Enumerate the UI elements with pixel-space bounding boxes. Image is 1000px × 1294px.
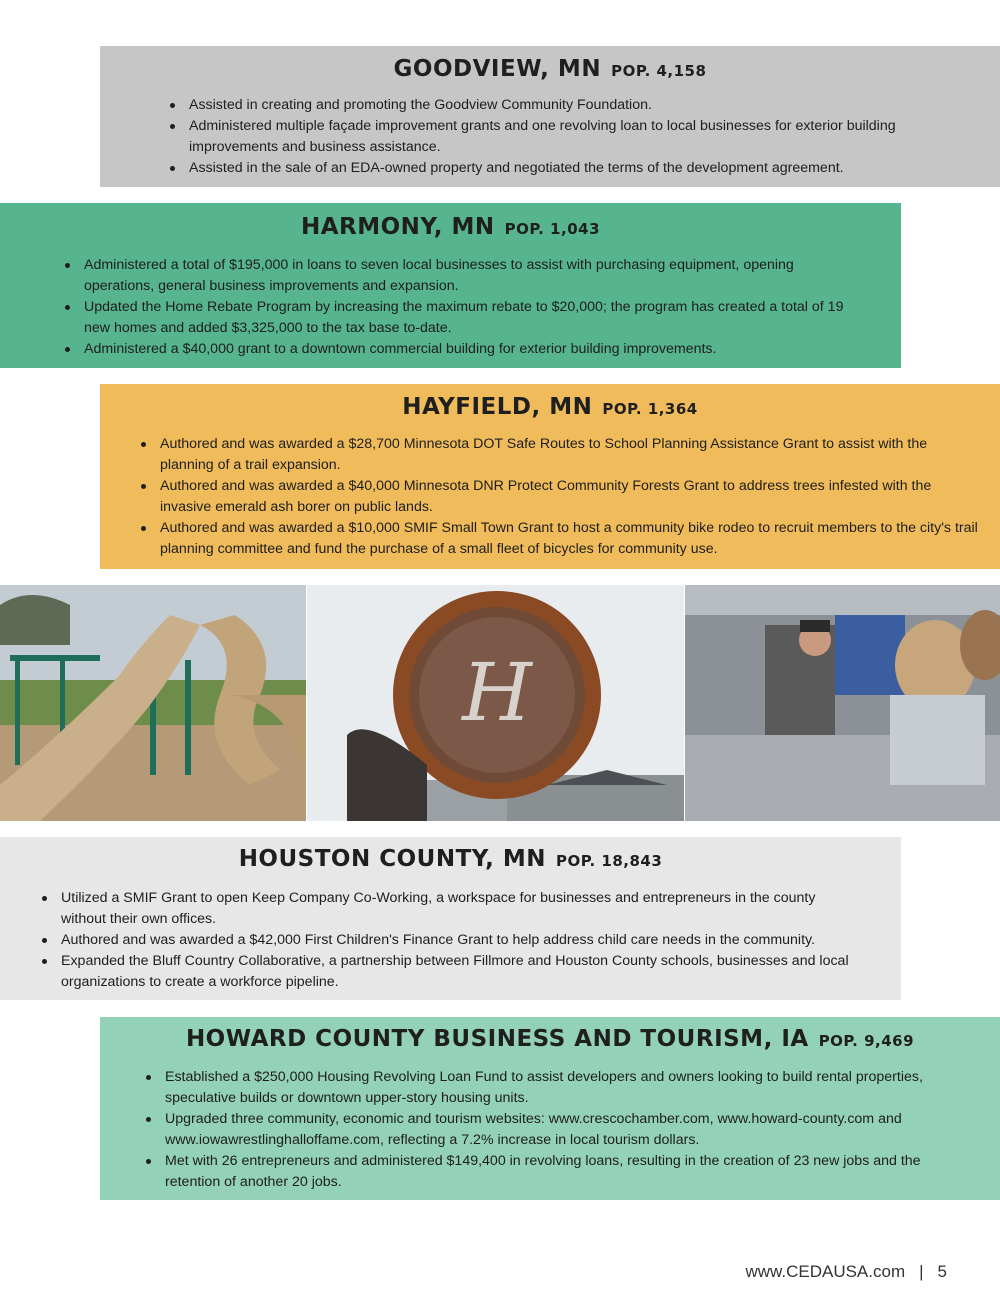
page-number: 5 (937, 1262, 947, 1281)
photo-strip (0, 585, 1000, 821)
howard-county-name: HOWARD COUNTY BUSINESS AND TOURISM, IA (185, 1026, 809, 1052)
harmony-population: POP. 1,043 (504, 220, 601, 238)
goodview-city-name: GOODVIEW, MN (393, 56, 602, 82)
list-item: Assisted in the sale of an EDA-owned property and negotiated the terms of the development agreement. (167, 158, 947, 179)
list-item: Established a $250,000 Housing Revolving Loan Fund to assist developers and owners looking to build rental properties, speculative builds or downtown upper-story housing units. (143, 1067, 963, 1109)
playground-photo (0, 585, 306, 821)
list-item: Updated the Home Rebate Program by increasing the maximum rebate to $20,000; the program has created a total of 19 new homes and added $3,325,000 to the tax base to-date. (62, 297, 852, 339)
list-item: Administered multiple façade improvement grants and one revolving loan to local businesses for exterior building improvements and business assistance. (167, 116, 947, 158)
list-item: Met with 26 entrepreneurs and administered $149,400 in revolving loans, resulting in the creation of 23 new jobs and the retention of another 20 jobs. (143, 1151, 963, 1193)
list-item: Administered a total of $195,000 in loans to seven local businesses to assist with purchasing equipment, opening operations, general business improvements and expansion. (62, 255, 852, 297)
goodview-population: POP. 4,158 (611, 62, 707, 80)
list-item: Authored and was awarded a $28,700 Minnesota DOT Safe Routes to School Planning Assistance Grant to assist with the planning of a trail expansion. (138, 434, 978, 476)
harmony-list (62, 255, 852, 360)
houston-section (0, 837, 901, 1000)
list-item: Authored and was awarded a $10,000 SMIF Small Town Grant to host a community bike rodeo to recruit members to the city's trail planning committee and fund the purchase of a small fleet of bicycles for community use. (138, 518, 978, 560)
howard-population: POP. 9,469 (818, 1032, 915, 1050)
list-item: Upgraded three community, economic and tourism websites: www.crescochamber.com, www.howard-county.com and www.iowawrestlinghalloffame.com, reflecting a 7.2% increase in local tourism dollars. (143, 1109, 963, 1151)
howard-list (143, 1067, 963, 1193)
goodview-section (100, 46, 1000, 187)
workshop-photo (685, 585, 1000, 821)
hayfield-city-name: HAYFIELD, MN (402, 394, 593, 420)
list-item: Expanded the Bluff Country Collaborative, a partnership between Fillmore and Houston County schools, businesses and local organizations to create a workforce pipeline. (39, 951, 859, 993)
houston-population: POP. 18,843 (556, 852, 663, 870)
svg-text:H: H (462, 646, 532, 739)
list-item: Authored and was awarded a $40,000 Minnesota DNR Protect Community Forests Grant to address trees infested with the invasive emerald ash borer on public lands. (138, 476, 978, 518)
houston-list (39, 888, 859, 993)
gear-sculpture-photo (307, 585, 684, 821)
hayfield-list (138, 434, 978, 560)
page-footer (745, 1262, 947, 1282)
harmony-city-name: HARMONY, MN (300, 214, 495, 240)
list-item: Authored and was awarded a $42,000 First Children's Finance Grant to help address child care needs in the community. (39, 930, 859, 951)
goodview-list (167, 95, 947, 179)
list-item: Administered a $40,000 grant to a downtown commercial building for exterior building improvements. (62, 339, 852, 360)
howard-section (100, 1017, 1000, 1200)
footer-separator: | (919, 1262, 924, 1281)
harmony-section (0, 203, 901, 368)
hayfield-section (100, 384, 1000, 569)
howard-heading (100, 1026, 1000, 1052)
list-item: Utilized a SMIF Grant to open Keep Company Co-Working, a workspace for businesses and entrepreneurs in the county without their own offices. (39, 888, 859, 930)
houston-heading (0, 846, 901, 872)
goodview-heading (100, 56, 1000, 82)
list-item: Assisted in creating and promoting the Goodview Community Foundation. (167, 95, 947, 116)
harmony-heading (0, 214, 901, 240)
houston-county-name: HOUSTON COUNTY, MN (238, 846, 547, 872)
hayfield-heading (100, 394, 1000, 420)
hayfield-population: POP. 1,364 (602, 400, 698, 418)
website-link[interactable]: www.CEDAUSA.com (745, 1262, 906, 1281)
